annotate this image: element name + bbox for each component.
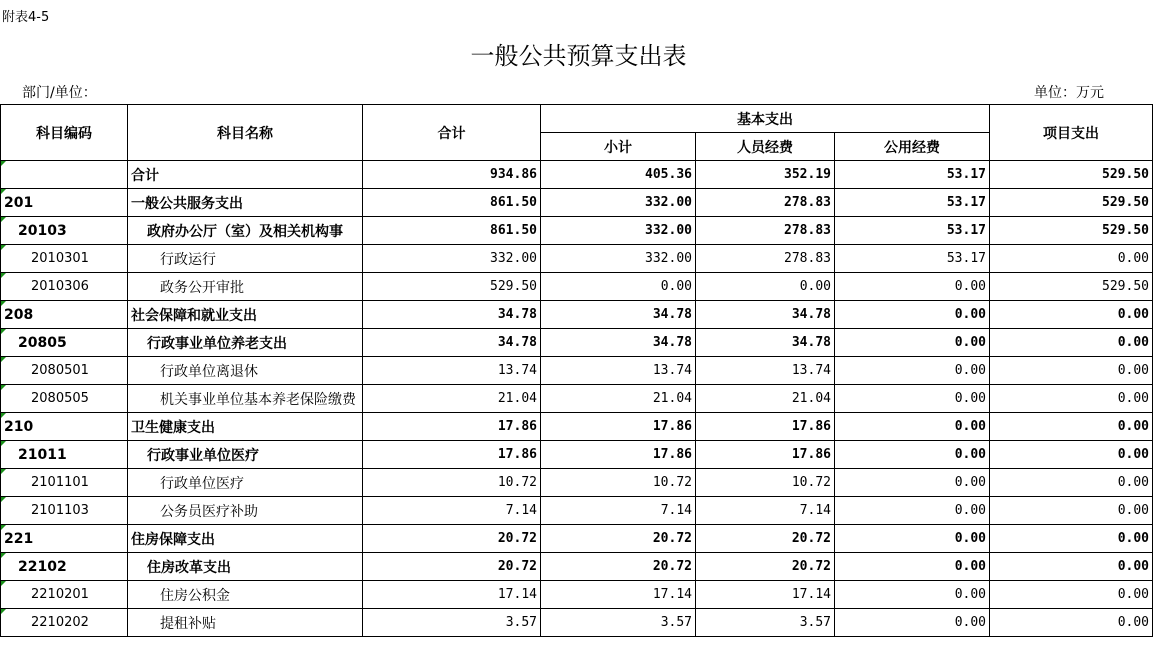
table-row	[1, 413, 1153, 441]
cell-subtotal: 7.14	[541, 497, 696, 525]
table-row	[1, 553, 1153, 581]
table-row	[1, 161, 1153, 189]
cell-marker-icon	[1, 217, 6, 222]
cell-subtotal: 0.00	[541, 273, 696, 301]
cell-project: 0.00	[990, 413, 1153, 441]
cell-name: 行政运行	[128, 245, 363, 273]
cell-name: 政务公开审批	[128, 273, 363, 301]
header-total: 合计	[363, 105, 541, 161]
cell-public: 53.17	[835, 245, 990, 273]
table-row	[1, 273, 1153, 301]
cell-marker-icon	[1, 329, 6, 334]
cell-marker-icon	[1, 245, 6, 250]
cell-project: 0.00	[990, 357, 1153, 385]
cell-name: 行政事业单位养老支出	[128, 329, 363, 357]
cell-subtotal: 332.00	[541, 217, 696, 245]
table-row	[1, 609, 1153, 637]
table-row	[1, 497, 1153, 525]
cell-personnel: 352.19	[696, 161, 835, 189]
cell-code: 221	[1, 525, 128, 553]
cell-personnel: 278.83	[696, 189, 835, 217]
cell-personnel: 3.57	[696, 609, 835, 637]
cell-name: 行政事业单位医疗	[128, 441, 363, 469]
cell-personnel: 17.86	[696, 413, 835, 441]
cell-subtotal: 17.14	[541, 581, 696, 609]
cell-total: 7.14	[363, 497, 541, 525]
cell-marker-icon	[1, 553, 6, 558]
header-subtotal: 小计	[541, 133, 696, 161]
table-row	[1, 329, 1153, 357]
cell-total: 20.72	[363, 525, 541, 553]
cell-project: 0.00	[990, 525, 1153, 553]
cell-subtotal: 34.78	[541, 301, 696, 329]
cell-public: 0.00	[835, 385, 990, 413]
cell-total: 20.72	[363, 553, 541, 581]
cell-name: 住房改革支出	[128, 553, 363, 581]
table-row	[1, 245, 1153, 273]
cell-project: 529.50	[990, 217, 1153, 245]
cell-subtotal: 20.72	[541, 525, 696, 553]
cell-project: 0.00	[990, 441, 1153, 469]
cell-personnel: 34.78	[696, 301, 835, 329]
header-public: 公用经费	[835, 133, 990, 161]
cell-subtotal: 21.04	[541, 385, 696, 413]
cell-personnel: 7.14	[696, 497, 835, 525]
cell-personnel: 278.83	[696, 217, 835, 245]
cell-name: 一般公共服务支出	[128, 189, 363, 217]
table-header	[1, 105, 1153, 161]
cell-name: 行政单位离退休	[128, 357, 363, 385]
cell-name: 行政单位医疗	[128, 469, 363, 497]
cell-public: 0.00	[835, 497, 990, 525]
table-row	[1, 441, 1153, 469]
cell-project: 0.00	[990, 609, 1153, 637]
table-row	[1, 301, 1153, 329]
cell-subtotal: 17.86	[541, 441, 696, 469]
cell-personnel: 17.86	[696, 441, 835, 469]
table-row	[1, 525, 1153, 553]
cell-total: 861.50	[363, 217, 541, 245]
cell-marker-icon	[1, 189, 6, 194]
cell-name: 政府办公厅（室）及相关机构事	[128, 217, 363, 245]
cell-personnel: 20.72	[696, 553, 835, 581]
cell-marker-icon	[1, 581, 6, 586]
cell-marker-icon	[1, 525, 6, 530]
cell-public: 0.00	[835, 441, 990, 469]
cell-code: 2210201	[1, 581, 128, 609]
cell-subtotal: 17.86	[541, 413, 696, 441]
cell-marker-icon	[1, 301, 6, 306]
cell-total: 34.78	[363, 301, 541, 329]
cell-subtotal: 332.00	[541, 245, 696, 273]
cell-name: 提租补贴	[128, 609, 363, 637]
cell-name: 公务员医疗补助	[128, 497, 363, 525]
page-title: 一般公共预算支出表	[470, 42, 687, 70]
cell-total: 21.04	[363, 385, 541, 413]
cell-project: 0.00	[990, 245, 1153, 273]
cell-project: 0.00	[990, 469, 1153, 497]
table-row	[1, 581, 1153, 609]
cell-code: 201	[1, 189, 128, 217]
cell-total: 17.86	[363, 441, 541, 469]
cell-public: 53.17	[835, 161, 990, 189]
cell-total: 17.14	[363, 581, 541, 609]
cell-code: 2080505	[1, 385, 128, 413]
cell-subtotal: 34.78	[541, 329, 696, 357]
cell-public: 0.00	[835, 301, 990, 329]
cell-code: 2210202	[1, 609, 128, 637]
cell-name: 住房公积金	[128, 581, 363, 609]
cell-subtotal: 10.72	[541, 469, 696, 497]
cell-subtotal: 13.74	[541, 357, 696, 385]
table-number-label: 附表4-5	[2, 10, 50, 25]
cell-total: 10.72	[363, 469, 541, 497]
cell-project: 529.50	[990, 161, 1153, 189]
budget-table	[0, 104, 1153, 637]
cell-public: 53.17	[835, 217, 990, 245]
cell-total: 529.50	[363, 273, 541, 301]
cell-marker-icon	[1, 357, 6, 362]
cell-project: 529.50	[990, 273, 1153, 301]
cell-code: 21011	[1, 441, 128, 469]
cell-total: 17.86	[363, 413, 541, 441]
header-personnel: 人员经费	[696, 133, 835, 161]
cell-project: 529.50	[990, 189, 1153, 217]
cell-marker-icon	[1, 469, 6, 474]
cell-subtotal: 20.72	[541, 553, 696, 581]
cell-public: 0.00	[835, 525, 990, 553]
cell-personnel: 34.78	[696, 329, 835, 357]
table-row	[1, 469, 1153, 497]
header-basic: 基本支出	[541, 105, 990, 133]
cell-name: 机关事业单位基本养老保险缴费	[128, 385, 363, 413]
cell-public: 0.00	[835, 357, 990, 385]
cell-personnel: 10.72	[696, 469, 835, 497]
cell-code: 2101103	[1, 497, 128, 525]
cell-total: 3.57	[363, 609, 541, 637]
table-row	[1, 217, 1153, 245]
cell-code: 22102	[1, 553, 128, 581]
cell-subtotal: 3.57	[541, 609, 696, 637]
cell-personnel: 21.04	[696, 385, 835, 413]
cell-code: 2101101	[1, 469, 128, 497]
cell-subtotal: 332.00	[541, 189, 696, 217]
cell-project: 0.00	[990, 497, 1153, 525]
cell-marker-icon	[1, 413, 6, 418]
cell-code: 2010306	[1, 273, 128, 301]
cell-project: 0.00	[990, 385, 1153, 413]
cell-marker-icon	[1, 161, 6, 166]
cell-personnel: 20.72	[696, 525, 835, 553]
cell-total: 934.86	[363, 161, 541, 189]
department-label: 部门/单位：	[22, 85, 97, 101]
header-name: 科目名称	[128, 105, 363, 161]
cell-public: 0.00	[835, 553, 990, 581]
cell-project: 0.00	[990, 553, 1153, 581]
cell-code: 208	[1, 301, 128, 329]
cell-personnel: 17.14	[696, 581, 835, 609]
table-row	[1, 357, 1153, 385]
table-row	[1, 385, 1153, 413]
cell-code: 2080501	[1, 357, 128, 385]
cell-name: 卫生健康支出	[128, 413, 363, 441]
table-body	[1, 161, 1153, 637]
unit-label: 单位：万元	[1034, 85, 1104, 101]
cell-total: 13.74	[363, 357, 541, 385]
table-row	[1, 189, 1153, 217]
cell-code: 2010301	[1, 245, 128, 273]
cell-code	[1, 161, 128, 189]
cell-public: 53.17	[835, 189, 990, 217]
cell-marker-icon	[1, 609, 6, 614]
cell-project: 0.00	[990, 329, 1153, 357]
cell-total: 861.50	[363, 189, 541, 217]
cell-name: 住房保障支出	[128, 525, 363, 553]
cell-code: 210	[1, 413, 128, 441]
cell-project: 0.00	[990, 581, 1153, 609]
cell-code: 20805	[1, 329, 128, 357]
cell-public: 0.00	[835, 273, 990, 301]
cell-personnel: 278.83	[696, 245, 835, 273]
cell-personnel: 13.74	[696, 357, 835, 385]
cell-public: 0.00	[835, 413, 990, 441]
cell-subtotal: 405.36	[541, 161, 696, 189]
cell-public: 0.00	[835, 469, 990, 497]
cell-public: 0.00	[835, 581, 990, 609]
cell-code: 20103	[1, 217, 128, 245]
cell-marker-icon	[1, 441, 6, 446]
cell-marker-icon	[1, 273, 6, 278]
cell-marker-icon	[1, 497, 6, 502]
cell-total: 332.00	[363, 245, 541, 273]
header-code: 科目编码	[1, 105, 128, 161]
cell-public: 0.00	[835, 329, 990, 357]
cell-name: 社会保障和就业支出	[128, 301, 363, 329]
cell-name: 合计	[128, 161, 363, 189]
header-project: 项目支出	[990, 105, 1153, 161]
cell-total: 34.78	[363, 329, 541, 357]
cell-public: 0.00	[835, 609, 990, 637]
cell-project: 0.00	[990, 301, 1153, 329]
cell-marker-icon	[1, 385, 6, 390]
cell-personnel: 0.00	[696, 273, 835, 301]
